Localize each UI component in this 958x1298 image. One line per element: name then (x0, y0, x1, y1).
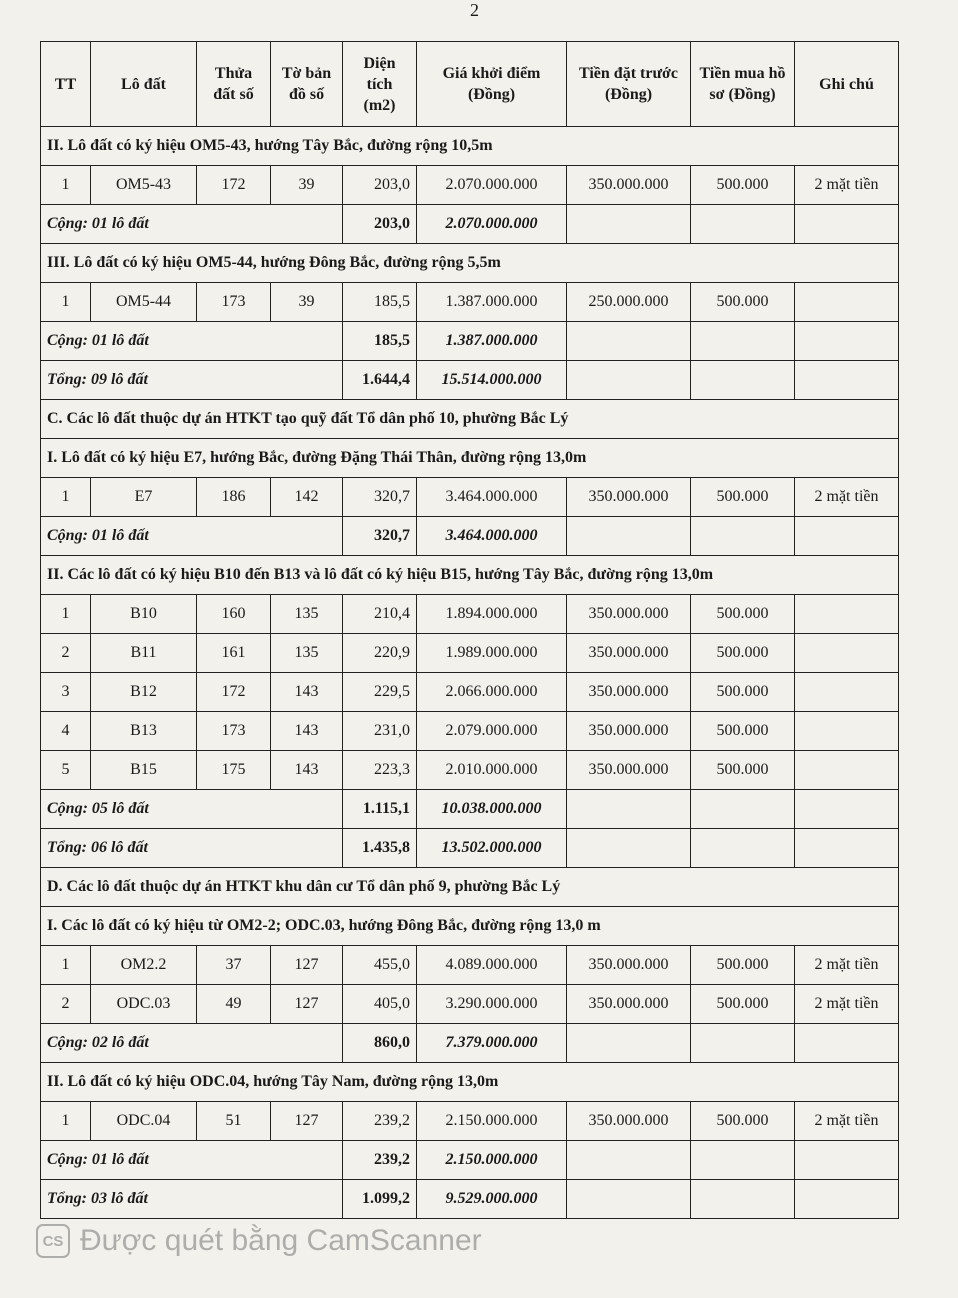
subtotal-deposit (567, 1141, 691, 1180)
cell-tt: 1 (41, 595, 91, 634)
cell-deposit: 350.000.000 (567, 712, 691, 751)
cell-dossier-fee: 500.000 (691, 634, 795, 673)
cell-note (795, 751, 899, 790)
cell-starting-price: 2.150.000.000 (417, 1102, 567, 1141)
subtotal-note (795, 322, 899, 361)
section-heading-row (41, 868, 899, 907)
header-tt: TT (41, 42, 91, 127)
subtotal-area: 239,2 (343, 1141, 417, 1180)
section-heading: II. Các lô đất có ký hiệu B10 đến B13 và lô đất có ký hiệu B15, hướng Tây Bắc, đường rộng 13,0m (41, 556, 899, 595)
cell-area: 229,5 (343, 673, 417, 712)
subtotal-area: 185,5 (343, 322, 417, 361)
cell-note (795, 712, 899, 751)
cell-starting-price: 3.464.000.000 (417, 478, 567, 517)
subtotal-label: Cộng: 01 lô đất (41, 205, 343, 244)
cell-area: 203,0 (343, 166, 417, 205)
table-row (41, 478, 899, 517)
header-lot: Lô đất (91, 42, 197, 127)
cell-note: 2 mặt tiền (795, 478, 899, 517)
subtotal-fee (691, 829, 795, 868)
cell-deposit: 350.000.000 (567, 751, 691, 790)
subtotal-deposit (567, 517, 691, 556)
table-row (41, 166, 899, 205)
section-heading: C. Các lô đất thuộc dự án HTKT tạo quỹ đất Tổ dân phố 10, phường Bắc Lý (41, 400, 899, 439)
table-row (41, 985, 899, 1024)
cell-starting-price: 2.010.000.000 (417, 751, 567, 790)
subtotal-row (41, 1024, 899, 1063)
table-row (41, 712, 899, 751)
subtotal-fee (691, 790, 795, 829)
cell-dossier-fee: 500.000 (691, 712, 795, 751)
subtotal-deposit (567, 205, 691, 244)
subtotal-price: 2.150.000.000 (417, 1141, 567, 1180)
subtotal-row (41, 790, 899, 829)
cell-deposit: 350.000.000 (567, 946, 691, 985)
cell-map-sheet: 39 (271, 283, 343, 322)
subtotal-note (795, 829, 899, 868)
cell-dossier-fee: 500.000 (691, 478, 795, 517)
cell-starting-price: 2.066.000.000 (417, 673, 567, 712)
cell-dossier-fee: 500.000 (691, 946, 795, 985)
cell-map-sheet: 142 (271, 478, 343, 517)
subtotal-area: 320,7 (343, 517, 417, 556)
cell-tt: 1 (41, 166, 91, 205)
cell-lot: B11 (91, 634, 197, 673)
cell-parcel: 172 (197, 166, 271, 205)
cell-area: 239,2 (343, 1102, 417, 1141)
subtotal-area: 1.099,2 (343, 1180, 417, 1219)
cell-starting-price: 3.290.000.000 (417, 985, 567, 1024)
subtotal-note (795, 1141, 899, 1180)
table-row (41, 634, 899, 673)
camscanner-logo: CS (36, 1224, 70, 1258)
cell-tt: 2 (41, 985, 91, 1024)
cell-tt: 1 (41, 478, 91, 517)
cell-tt: 3 (41, 673, 91, 712)
section-heading-row (41, 439, 899, 478)
cell-note (795, 283, 899, 322)
cell-parcel: 172 (197, 673, 271, 712)
subtotal-area: 1.115,1 (343, 790, 417, 829)
cell-area: 210,4 (343, 595, 417, 634)
subtotal-deposit (567, 790, 691, 829)
cell-parcel: 160 (197, 595, 271, 634)
cell-parcel: 175 (197, 751, 271, 790)
cell-starting-price: 2.070.000.000 (417, 166, 567, 205)
cell-area: 320,7 (343, 478, 417, 517)
cell-note: 2 mặt tiền (795, 946, 899, 985)
cell-note (795, 595, 899, 634)
subtotal-area: 203,0 (343, 205, 417, 244)
subtotal-note (795, 1180, 899, 1219)
cell-dossier-fee: 500.000 (691, 1102, 795, 1141)
subtotal-label: Tổng: 09 lô đất (41, 361, 343, 400)
subtotal-price: 9.529.000.000 (417, 1180, 567, 1219)
subtotal-fee (691, 517, 795, 556)
subtotal-price: 7.379.000.000 (417, 1024, 567, 1063)
subtotal-fee (691, 1180, 795, 1219)
cell-map-sheet: 127 (271, 985, 343, 1024)
subtotal-deposit (567, 361, 691, 400)
subtotal-deposit (567, 322, 691, 361)
header-row (41, 42, 899, 127)
subtotal-deposit (567, 1024, 691, 1063)
cell-tt: 1 (41, 946, 91, 985)
header-starting-price: Giá khởi điểm (Đồng) (417, 42, 567, 127)
cell-map-sheet: 127 (271, 1102, 343, 1141)
cell-tt: 4 (41, 712, 91, 751)
section-heading-row (41, 400, 899, 439)
table-body (41, 127, 899, 1219)
cell-map-sheet: 127 (271, 946, 343, 985)
cell-dossier-fee: 500.000 (691, 673, 795, 712)
cell-lot: B15 (91, 751, 197, 790)
table-row (41, 595, 899, 634)
cell-starting-price: 4.089.000.000 (417, 946, 567, 985)
table-row (41, 673, 899, 712)
cell-area: 231,0 (343, 712, 417, 751)
cell-lot: B12 (91, 673, 197, 712)
section-heading-row (41, 244, 899, 283)
cell-lot: OM5-43 (91, 166, 197, 205)
subtotal-deposit (567, 829, 691, 868)
cell-area: 220,9 (343, 634, 417, 673)
subtotal-label: Cộng: 01 lô đất (41, 322, 343, 361)
cell-deposit: 350.000.000 (567, 1102, 691, 1141)
table-row (41, 283, 899, 322)
cell-map-sheet: 135 (271, 634, 343, 673)
subtotal-deposit (567, 1180, 691, 1219)
cell-lot: OM2.2 (91, 946, 197, 985)
subtotal-row (41, 322, 899, 361)
table-row (41, 751, 899, 790)
cell-dossier-fee: 500.000 (691, 283, 795, 322)
subtotal-fee (691, 1141, 795, 1180)
cell-tt: 5 (41, 751, 91, 790)
cell-lot: ODC.03 (91, 985, 197, 1024)
section-heading: II. Lô đất có ký hiệu OM5-43, hướng Tây Bắc, đường rộng 10,5m (41, 127, 899, 166)
section-heading-row (41, 556, 899, 595)
watermark-text: Được quét bằng CamScanner (80, 1224, 482, 1257)
section-heading: I. Lô đất có ký hiệu E7, hướng Bắc, đường Đặng Thái Thân, đường rộng 13,0m (41, 439, 899, 478)
subtotal-fee (691, 1024, 795, 1063)
subtotal-price: 2.070.000.000 (417, 205, 567, 244)
subtotal-label: Tổng: 03 lô đất (41, 1180, 343, 1219)
subtotal-label: Cộng: 05 lô đất (41, 790, 343, 829)
cell-deposit: 350.000.000 (567, 673, 691, 712)
cell-deposit: 250.000.000 (567, 283, 691, 322)
subtotal-price: 1.387.000.000 (417, 322, 567, 361)
cell-note: 2 mặt tiền (795, 166, 899, 205)
cell-note (795, 673, 899, 712)
section-heading: III. Lô đất có ký hiệu OM5-44, hướng Đông Bắc, đường rộng 5,5m (41, 244, 899, 283)
cell-map-sheet: 135 (271, 595, 343, 634)
cell-map-sheet: 143 (271, 751, 343, 790)
subtotal-note (795, 790, 899, 829)
subtotal-area: 1.435,8 (343, 829, 417, 868)
subtotal-note (795, 205, 899, 244)
cell-parcel: 173 (197, 712, 271, 751)
subtotal-note (795, 517, 899, 556)
header-dossier-fee: Tiền mua hồ sơ (Đồng) (691, 42, 795, 127)
cell-parcel: 186 (197, 478, 271, 517)
cell-lot: B13 (91, 712, 197, 751)
section-heading-row (41, 1063, 899, 1102)
cell-starting-price: 1.989.000.000 (417, 634, 567, 673)
header-map-sheet: Tờ bản đồ số (271, 42, 343, 127)
cell-area: 405,0 (343, 985, 417, 1024)
subtotal-fee (691, 361, 795, 400)
cell-area: 185,5 (343, 283, 417, 322)
header-area: Diện tích (m2) (343, 42, 417, 127)
cell-tt: 1 (41, 1102, 91, 1141)
cell-parcel: 173 (197, 283, 271, 322)
cell-note (795, 634, 899, 673)
cell-parcel: 49 (197, 985, 271, 1024)
header-note: Ghi chú (795, 42, 899, 127)
subtotal-price: 10.038.000.000 (417, 790, 567, 829)
cell-area: 223,3 (343, 751, 417, 790)
subtotal-price: 15.514.000.000 (417, 361, 567, 400)
cell-starting-price: 1.894.000.000 (417, 595, 567, 634)
subtotal-label: Cộng: 01 lô đất (41, 517, 343, 556)
subtotal-fee (691, 205, 795, 244)
subtotal-price: 3.464.000.000 (417, 517, 567, 556)
cell-deposit: 350.000.000 (567, 595, 691, 634)
cell-note: 2 mặt tiền (795, 1102, 899, 1141)
subtotal-row (41, 829, 899, 868)
subtotal-fee (691, 322, 795, 361)
section-heading: II. Lô đất có ký hiệu ODC.04, hướng Tây Nam, đường rộng 13,0m (41, 1063, 899, 1102)
cell-deposit: 350.000.000 (567, 985, 691, 1024)
subtotal-price: 13.502.000.000 (417, 829, 567, 868)
section-heading: I. Các lô đất có ký hiệu từ OM2-2; ODC.03, hướng Đông Bắc, đường rộng 13,0 m (41, 907, 899, 946)
cell-dossier-fee: 500.000 (691, 985, 795, 1024)
cell-tt: 2 (41, 634, 91, 673)
section-heading-row (41, 907, 899, 946)
cell-parcel: 37 (197, 946, 271, 985)
subtotal-label: Tổng: 06 lô đất (41, 829, 343, 868)
cell-map-sheet: 143 (271, 673, 343, 712)
land-auction-table (40, 41, 899, 1219)
cell-parcel: 161 (197, 634, 271, 673)
cell-lot: E7 (91, 478, 197, 517)
cell-map-sheet: 39 (271, 166, 343, 205)
header-deposit: Tiền đặt trước (Đồng) (567, 42, 691, 127)
section-heading-row (41, 127, 899, 166)
subtotal-label: Cộng: 01 lô đất (41, 1141, 343, 1180)
subtotal-row (41, 205, 899, 244)
subtotal-row (41, 361, 899, 400)
table-row (41, 1102, 899, 1141)
cell-parcel: 51 (197, 1102, 271, 1141)
cell-note: 2 mặt tiền (795, 985, 899, 1024)
cell-deposit: 350.000.000 (567, 478, 691, 517)
table-row (41, 946, 899, 985)
subtotal-note (795, 1024, 899, 1063)
cell-lot: OM5-44 (91, 283, 197, 322)
cell-lot: B10 (91, 595, 197, 634)
header-parcel: Thửa đất số (197, 42, 271, 127)
section-heading: D. Các lô đất thuộc dự án HTKT khu dân cư Tổ dân phố 9, phường Bắc Lý (41, 868, 899, 907)
cell-dossier-fee: 500.000 (691, 166, 795, 205)
cell-area: 455,0 (343, 946, 417, 985)
cell-dossier-fee: 500.000 (691, 751, 795, 790)
cell-lot: ODC.04 (91, 1102, 197, 1141)
cell-deposit: 350.000.000 (567, 166, 691, 205)
subtotal-row (41, 1180, 899, 1219)
subtotal-row (41, 517, 899, 556)
cell-tt: 1 (41, 283, 91, 322)
subtotal-area: 1.644,4 (343, 361, 417, 400)
page-number: 2 (470, 0, 479, 20)
subtotal-row (41, 1141, 899, 1180)
subtotal-label: Cộng: 02 lô đất (41, 1024, 343, 1063)
camscanner-watermark (36, 1224, 482, 1258)
cell-dossier-fee: 500.000 (691, 595, 795, 634)
cell-deposit: 350.000.000 (567, 634, 691, 673)
subtotal-area: 860,0 (343, 1024, 417, 1063)
cell-starting-price: 2.079.000.000 (417, 712, 567, 751)
subtotal-note (795, 361, 899, 400)
cell-starting-price: 1.387.000.000 (417, 283, 567, 322)
cell-map-sheet: 143 (271, 712, 343, 751)
